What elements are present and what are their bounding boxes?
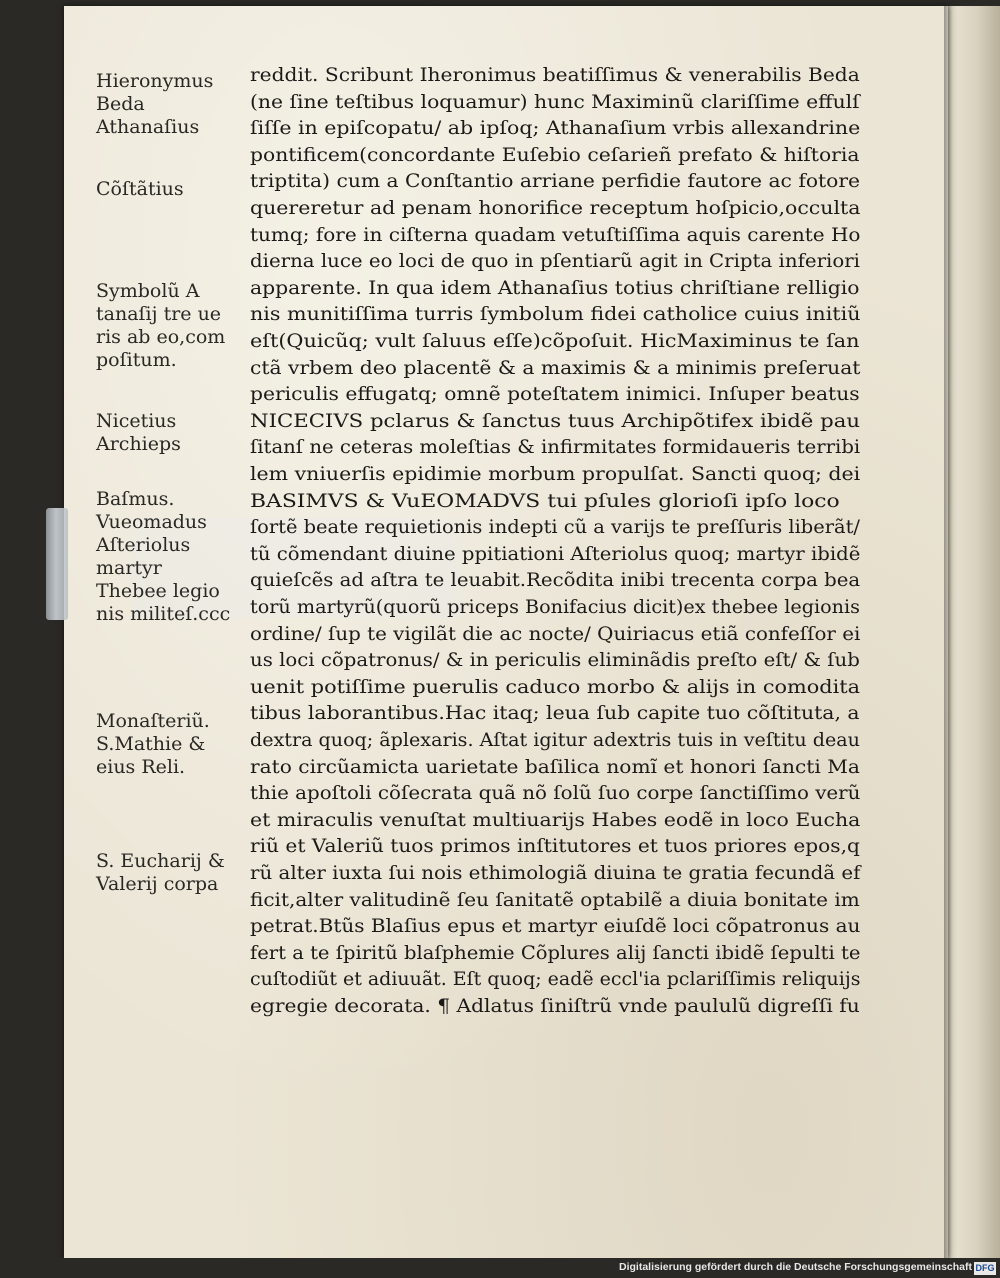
margin-note-line: S. Eucharij & (96, 850, 225, 872)
margin-note-line: Symbolũ A (96, 280, 200, 302)
margin-note-line: poſitum. (96, 349, 177, 371)
margin-note-line: eius Reli. (96, 756, 186, 778)
text-line: lem vniuerſis epidimie morbum propulſat. Sancti quoq; dei (250, 463, 861, 485)
margin-note-line: Vueomadus (96, 511, 207, 533)
next-page-edge (948, 6, 1000, 1258)
text-line: pontificem(concordante Euſebio ceſarieñ prefato & hiſtoria (250, 143, 860, 166)
text-line: ſiſſe in epiſcopatu/ ab ipſoq; Athanaſium vrbis allexandrine (250, 117, 861, 140)
text-line: quieſcẽs ad aſtra te leuabit.Recõdita inibi trecenta corpa bea (250, 569, 861, 592)
dfg-logo: DFG (975, 1263, 995, 1273)
text-line: fert a te ſpiritũ blaſphemie Cõplures alij ſancti ibidẽ ſepulti te (250, 941, 861, 964)
margin-note-line: ris ab eo,com (96, 326, 226, 348)
margin-note-line: Archieps (96, 433, 181, 455)
text-line: (ne ſine teſtibus loquamur) hunc Maximinũ clariſſime effulſ (250, 90, 860, 113)
text-line: apparente. In qua idem Athanaſius totius chriſtiane relligio (250, 276, 860, 299)
text-line: BASIMVS & VuEOMADVS tui pſules glorioſi ipſo loco (250, 489, 840, 512)
margin-note-line: Hieronymus (96, 70, 214, 92)
text-line: quereretur ad penam honorifice receptum hoſpicio,occulta (250, 197, 861, 219)
text-line: dextra quoq; ãplexaris. Aſtat igitur adextris tuis in veſtitu deau (250, 729, 860, 751)
text-line: egregie decorata. ¶ Adlatus ſiniſtrũ vnde paululũ digreſſi fu (250, 995, 860, 1017)
margin-note-line: Aſteriolus (96, 534, 191, 556)
text-line: reddit. Scribunt Iheronimus beatiſſimus & venerabilis Beda (250, 64, 860, 86)
text-line: torũ martyrũ(quorũ priceps Bonifacius dicit)ex thebee legionis (250, 596, 861, 618)
text-line: ſortẽ beate requietionis indepti cũ a varijs te preſſuris liberãt/ (250, 516, 860, 539)
margin-note-line: Beda (96, 93, 145, 115)
margin-note-line: nis militeſ.ccc (96, 603, 231, 625)
text-line: dierna luce eo loci de quo in pſentiarũ agit in Cripta inferiori (250, 250, 860, 273)
gutter-shadow (944, 6, 952, 1258)
text-line: rũ alter iuxta ſui nois ethimologiã diuina te gratia fecundã ef (250, 862, 861, 884)
margin-note-line: Athanaſius (96, 116, 200, 138)
margin-note-line: Baſmus. (96, 488, 175, 510)
text-line: ctã vrbem deo placentẽ & a maximis & a minimis preſeruat (250, 356, 861, 379)
margin-note-line: Nicetius (96, 410, 177, 432)
text-line: thie apoſtoli cõſecrata quã nõ ſolũ ſuo corpe ſanctiſſimo verũ (250, 782, 861, 805)
text-line: uenit potiſſime puerulis caduco morbo & alijs in comodita (250, 675, 861, 698)
page-clip (46, 508, 68, 620)
margin-note-line: Thebee legio (96, 580, 220, 602)
text-line: tumq; fore in ciſterna quadam vetuſtiſſima aquis carente Ho (250, 223, 861, 246)
margin-note-line: Valerij corpa (96, 873, 219, 895)
text-line: petrat.Btũs Blaſius epus et martyr eiuſdẽ loci cõpatronus au (250, 915, 861, 938)
text-line: ſitanſ ne ceteras moleſtias & infirmitates formidaueris terribi (250, 436, 861, 459)
text-line: rato circũamicta uarietate baſilica nomĩ et honori ſancti Ma (250, 755, 860, 778)
text-line: et miraculis venuſtat multiuarijs Habes eodẽ in loco Eucha (250, 808, 861, 831)
text-line: us loci cõpatronus/ & in periculis eliminãdis preſto eſt/ & ſub (250, 649, 860, 672)
margin-note-line: Monaſteriũ. (96, 710, 210, 732)
margin-note-line: Cõſtãtius (96, 178, 184, 200)
text-line: tibus laborantibus.Hac itaq; leua ſub capite tuo cõſtituta, a (250, 702, 860, 725)
text-line: cuſtodiũt et adiuuãt. Eſt quoq; eadẽ eccl'ia pclariſſimis reliquijs (250, 968, 861, 991)
text-line: periculis effugatq; omnẽ poteſtatem inimici. Inſuper beatus (250, 383, 860, 406)
text-line: ordine/ ſup te vigilãt die ac nocte/ Quiriacus etiã confeſſor ei (250, 622, 861, 645)
margin-note-line: tanaſij tre ue (96, 303, 222, 325)
text-line: ficit,alter valitudinẽ ſeu ſanitatẽ optabilẽ a diuia bonitate im (250, 888, 860, 911)
margin-note-line: martyr (96, 557, 162, 579)
text-line: nis munitiſſima turris ſymbolum fidei catholice cuius initiũ (250, 303, 861, 326)
margin-note-line: S.Mathie & (96, 733, 206, 755)
text-line: tũ cõmendant diuine ppitiationi Aſteriolus quoq; martyr ibidẽ (250, 542, 861, 565)
text-line: NICECIVS pclarus & ſanctus tuus Archipõtifex ibidẽ pau (250, 409, 861, 432)
text-line: triptita) cum a Conſtantio arriane perfidie fautore ac fotore (250, 170, 861, 193)
text-line: eſt(Quicũq; vult ſaluus eſſe)cõpoſuit. HicMaximinus te ſan (250, 330, 860, 352)
text-line: riũ et Valeriũ tuos primos inſtitutores et tuos priores epos,q (250, 835, 860, 858)
digitization-credit: Digitalisierung gefördert durch die Deutsche Forschungsgemeinschaft (619, 1261, 972, 1273)
